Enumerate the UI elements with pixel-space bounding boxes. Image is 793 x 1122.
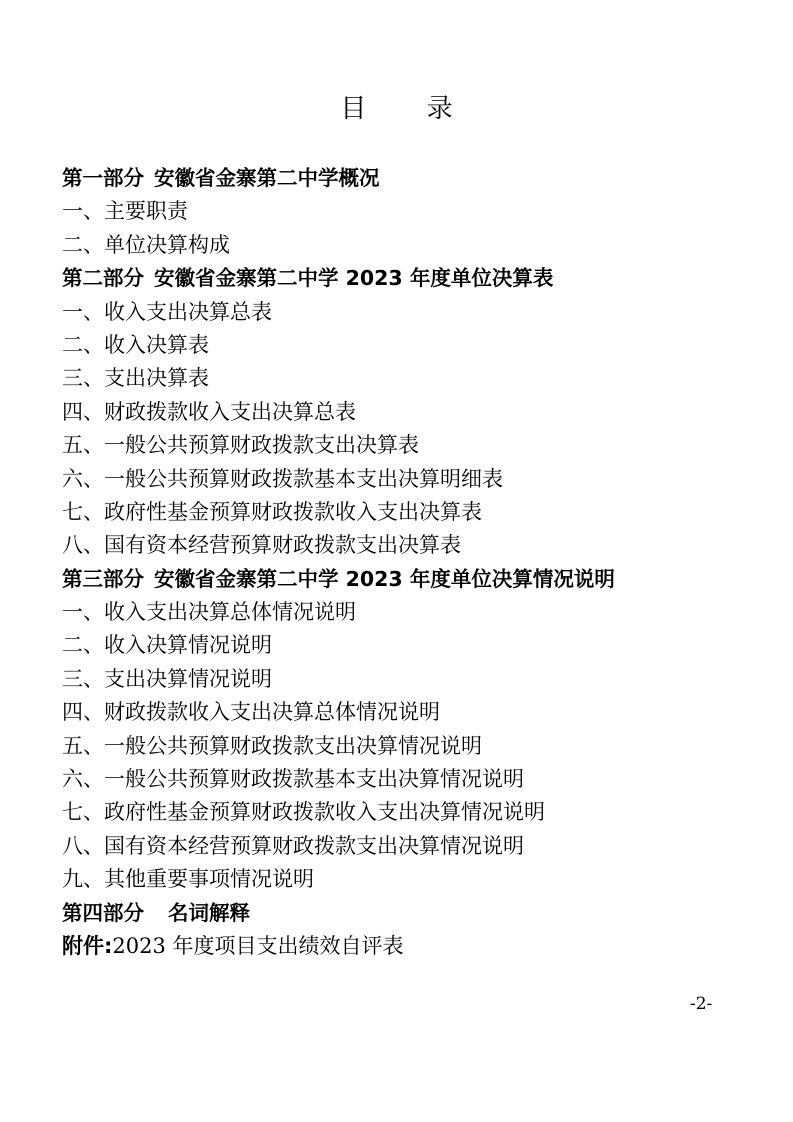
part-title: 名词解释 xyxy=(168,900,250,925)
attachment-text: 2023 年度项目支出绩效自评表 xyxy=(112,933,404,958)
toc-item[interactable]: 五、一般公共预算财政拨款支出决算情况说明 xyxy=(62,733,482,758)
part-title: 安徽省金寨第二中学 2023 年度单位决算表 xyxy=(154,266,554,291)
toc-item[interactable]: 四、财政拨款收入支出决算总表 xyxy=(62,399,356,424)
toc-part-heading[interactable] xyxy=(62,162,742,195)
toc-part-heading[interactable] xyxy=(62,262,742,295)
toc-item[interactable]: 二、单位决算构成 xyxy=(62,232,230,257)
toc-part-heading[interactable] xyxy=(62,897,742,930)
toc-item[interactable]: 三、支出决算情况说明 xyxy=(62,666,272,691)
toc-attachment[interactable] xyxy=(62,930,742,963)
attachment-label: 附件: xyxy=(62,933,113,958)
toc-item[interactable]: 二、收入决算表 xyxy=(62,332,209,357)
table-of-contents xyxy=(62,162,742,963)
toc-item[interactable]: 五、一般公共预算财政拨款支出决算表 xyxy=(62,433,419,458)
toc-item[interactable]: 六、一般公共预算财政拨款基本支出决算情况说明 xyxy=(62,767,524,792)
page-title: 目 录 xyxy=(340,94,479,124)
part-title: 安徽省金寨第二中学概况 xyxy=(154,166,380,190)
toc-item[interactable]: 一、收入支出决算总体情况说明 xyxy=(62,600,356,625)
toc-item[interactable]: 九、其他重要事项情况说明 xyxy=(62,867,314,892)
toc-item[interactable]: 八、国有资本经营预算财政拨款支出决算情况说明 xyxy=(62,833,524,858)
toc-part-heading[interactable] xyxy=(62,563,742,596)
part-number: 第一部分 xyxy=(62,166,144,190)
page-number: -2- xyxy=(690,994,713,1014)
toc-item[interactable]: 二、收入决算情况说明 xyxy=(62,633,272,658)
toc-item[interactable]: 七、政府性基金预算财政拨款收入支出决算情况说明 xyxy=(62,800,545,825)
toc-item[interactable]: 八、国有资本经营预算财政拨款支出决算表 xyxy=(62,533,461,558)
toc-item[interactable]: 一、主要职责 xyxy=(62,199,188,224)
part-number: 第三部分 xyxy=(62,566,144,591)
toc-item[interactable]: 七、政府性基金预算财政拨款收入支出决算表 xyxy=(62,499,482,524)
toc-item[interactable]: 一、收入支出决算总表 xyxy=(62,299,272,324)
toc-item[interactable]: 三、支出决算表 xyxy=(62,366,209,391)
part-title: 安徽省金寨第二中学 2023 年度单位决算情况说明 xyxy=(154,566,615,591)
toc-item[interactable]: 四、财政拨款收入支出决算总体情况说明 xyxy=(62,700,440,725)
toc-item[interactable]: 六、一般公共预算财政拨款基本支出决算明细表 xyxy=(62,466,503,491)
part-number: 第二部分 xyxy=(62,266,144,291)
part-number: 第四部分 xyxy=(62,900,144,925)
